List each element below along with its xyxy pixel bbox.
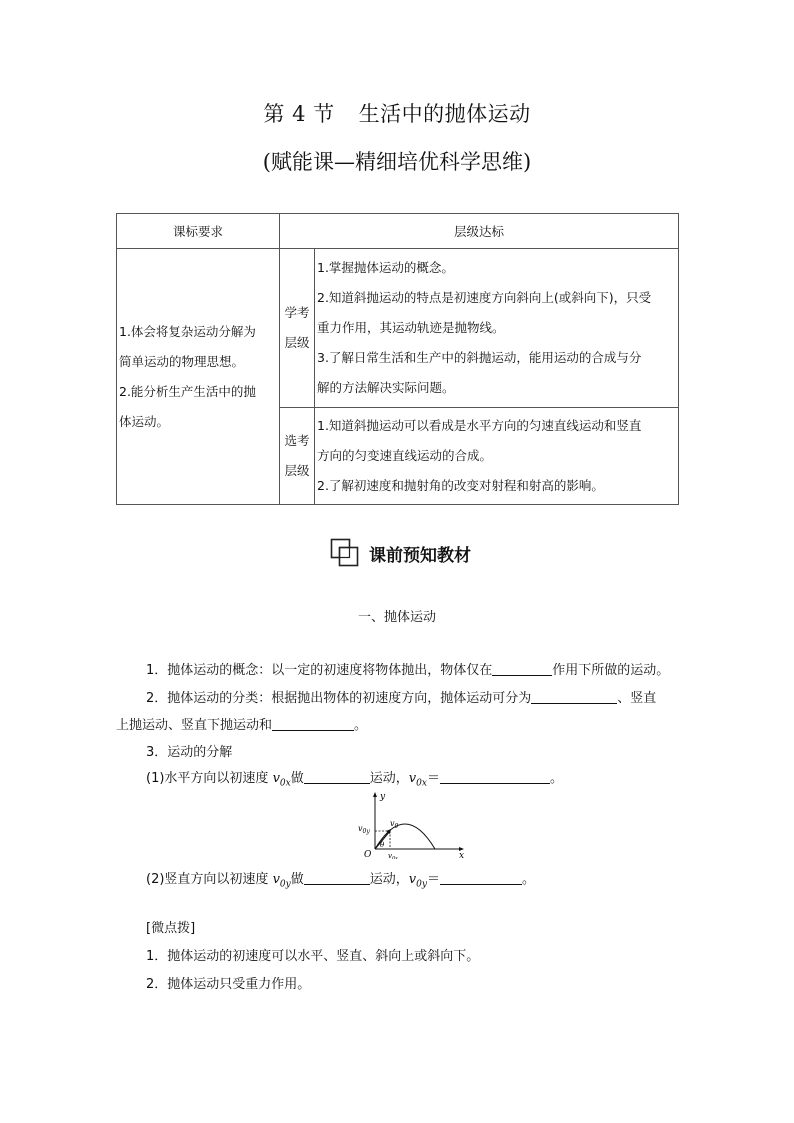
answer-blank[interactable] <box>440 870 522 885</box>
level-content-academic <box>315 249 679 408</box>
item-text: ＝ <box>426 872 440 887</box>
req-line: 体运动。 <box>119 413 170 429</box>
y-axis-label: y <box>380 792 386 802</box>
overlapping-squares-icon <box>330 538 360 568</box>
tip-1: 1．抛体运动的初速度可以水平、竖直、斜向上或斜向下。 <box>146 949 480 964</box>
item-text: 1．抛体运动的概念：以一定的初速度将物体抛出，物体仅在 <box>146 663 493 678</box>
level-line: 方向的匀变速直线运动的合成。 <box>317 448 493 463</box>
item-text: ＝ <box>426 771 440 786</box>
item-2 <box>146 687 656 706</box>
item-text: 运动， <box>369 872 409 887</box>
answer-blank[interactable] <box>440 769 550 784</box>
answer-blank[interactable] <box>531 689 617 704</box>
level-label-line: 层级 <box>284 463 310 478</box>
item-3-2 <box>146 868 535 890</box>
item-text: (1)水平方向以初速度 <box>146 771 269 786</box>
v0x-label: $v_{0x}$ <box>388 852 398 859</box>
v0y-symbol: $v_{0y}$ <box>408 872 427 890</box>
y-axis-arrow <box>373 792 377 797</box>
answer-blank[interactable] <box>304 870 370 885</box>
v0x-symbol: $v_{0x}$ <box>408 771 427 789</box>
level-line: 重力作用，其运动轨迹是抛物线。 <box>317 320 505 335</box>
item-text: 、竖直 <box>617 691 657 706</box>
page-title <box>0 98 794 128</box>
item-3-1 <box>146 767 563 789</box>
item-text: 上抛运动、竖直下抛运动和 <box>116 718 273 733</box>
v0-label: $v_0$ <box>390 819 399 830</box>
theta-label: θ <box>380 841 385 849</box>
level-label-line: 学考 <box>284 305 310 320</box>
item-text: (2)竖直方向以初速度 <box>146 872 269 887</box>
origin-label: O <box>364 850 372 859</box>
level-label-elective <box>280 408 315 505</box>
answer-blank[interactable] <box>304 769 370 784</box>
level-line: 3.了解日常生活和生产中的斜抛运动，能用运动的合成与分 <box>317 350 642 365</box>
v0y-label: $v_{0y}$ <box>358 824 370 835</box>
level-content-elective <box>315 408 679 505</box>
level-label-line: 层级 <box>284 335 310 350</box>
requirements-cell <box>117 249 280 505</box>
level-label-academic <box>280 249 315 408</box>
item-text: 运动， <box>369 771 409 786</box>
level-line: 1.知道斜抛运动可以看成是水平方向的匀速直线运动和竖直 <box>317 418 642 433</box>
projectile-diagram <box>355 789 470 859</box>
item-text: 。 <box>521 872 535 887</box>
answer-blank[interactable] <box>492 661 552 676</box>
item-text: 。 <box>549 771 563 786</box>
item-1 <box>146 659 669 678</box>
col-header-requirements: 课标要求 <box>117 214 280 249</box>
item-text: 2．抛体运动的分类：根据抛出物体的初速度方向，抛体运动可分为 <box>146 691 532 706</box>
level-label-line: 选考 <box>284 433 310 448</box>
level-line: 2.了解初速度和抛射角的改变对射程和射高的影响。 <box>317 478 604 493</box>
x-axis-label: x <box>459 851 465 859</box>
v0x-symbol: $v_{0x}$ <box>272 771 291 789</box>
item-2-cont <box>116 714 367 733</box>
item-text: 做 <box>290 872 304 887</box>
answer-blank[interactable] <box>272 716 354 731</box>
page-subtitle: (赋能课—精细培优科学思维) <box>262 150 532 174</box>
section-heading-text: 课前预知教材 <box>369 545 471 566</box>
section-title: 生活中的抛体运动 <box>358 102 531 126</box>
tip-title: [微点拨] <box>146 921 196 936</box>
item-text: 作用下所做的运动。 <box>552 663 670 678</box>
item-text: 做 <box>290 771 304 786</box>
subheading: 一、抛体运动 <box>357 610 436 625</box>
req-line: 简单运动的物理思想。 <box>119 353 245 369</box>
col-header-levels: 层级达标 <box>280 214 679 249</box>
level-line: 2.知道斜抛运动的特点是初速度方向斜向上(或斜向下)，只受 <box>317 290 652 305</box>
v0y-symbol: $v_{0y}$ <box>272 872 291 890</box>
section-heading <box>330 538 471 568</box>
tip-2: 2．抛体运动只受重力作用。 <box>146 977 311 992</box>
requirements-table <box>116 213 679 505</box>
req-line: 1.体会将复杂运动分解为 <box>119 323 256 339</box>
item-3: 3．运动的分解 <box>146 745 233 760</box>
section-number: 第 4 节 <box>263 102 335 126</box>
level-line: 1.掌握抛体运动的概念。 <box>317 260 454 275</box>
item-text: 。 <box>354 718 368 733</box>
level-line: 解的方法解决实际问题。 <box>317 380 455 395</box>
req-line: 2.能分析生产生活中的抛 <box>119 383 256 399</box>
